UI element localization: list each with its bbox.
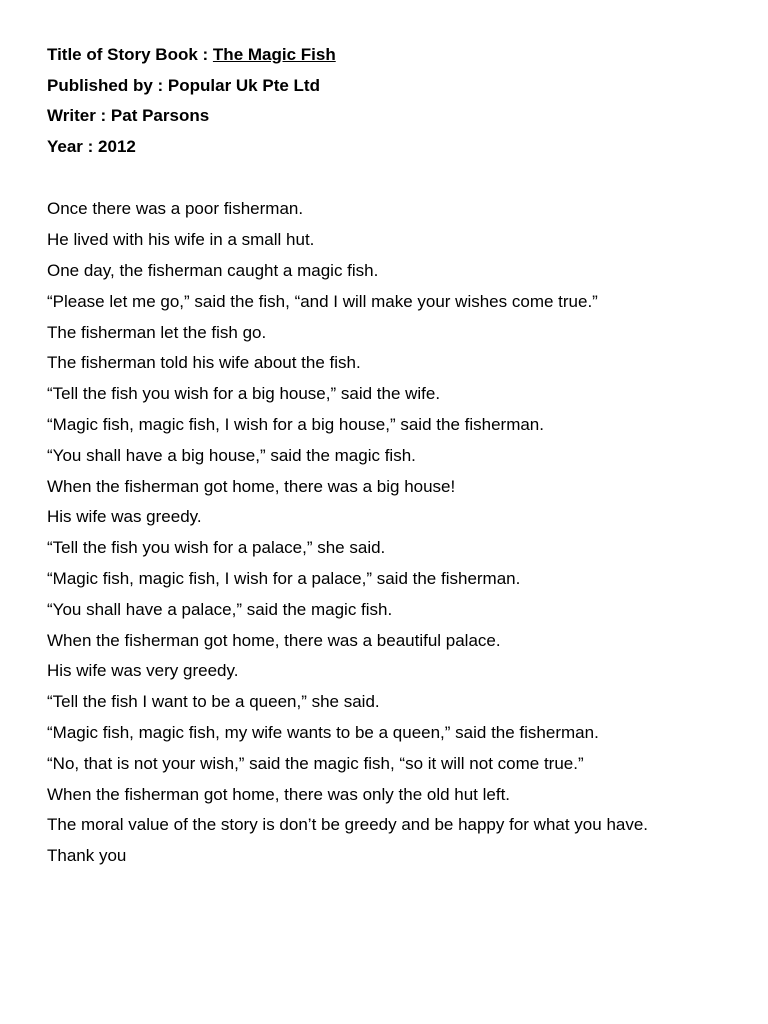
book-title-value: The Magic Fish xyxy=(212,45,336,64)
story-body xyxy=(47,194,747,872)
story-line: His wife was greedy. xyxy=(47,507,202,527)
story-line: The moral value of the story is don’t be greedy and be happy for what you have. xyxy=(47,815,649,835)
story-line: When the fisherman got home, there was only the old hut left. xyxy=(47,784,511,804)
story-line: “Please let me go,” said the fish, “and I will make your wishes come true.” xyxy=(47,291,598,311)
story-line: “Tell the fish you wish for a palace,” she said. xyxy=(47,538,386,558)
story-line: Once there was a poor fisherman. xyxy=(47,199,304,219)
story-line: “Magic fish, magic fish, my wife wants to be a queen,” said the fisherman. xyxy=(47,722,599,742)
year-line: Year : 2012 xyxy=(47,136,136,156)
story-line: He lived with his wife in a small hut. xyxy=(47,230,315,250)
story-line: “Tell the fish I want to be a queen,” she said. xyxy=(47,692,380,712)
story-line: When the fisherman got home, there was a big house! xyxy=(47,476,456,496)
book-title-line xyxy=(47,40,747,71)
section-spacer xyxy=(47,162,747,194)
document-page xyxy=(47,40,747,872)
story-line: “You shall have a big house,” said the magic fish. xyxy=(47,445,416,465)
publisher-line: Published by : Popular Uk Pte Ltd xyxy=(47,75,320,95)
story-line: “Magic fish, magic fish, I wish for a palace,” said the fisherman. xyxy=(47,568,521,588)
story-line: His wife was very greedy. xyxy=(47,661,239,681)
book-title-label: Title of Story Book : xyxy=(47,45,213,64)
thank-you-line: Thank you xyxy=(47,846,127,866)
story-line: When the fisherman got home, there was a beautiful palace. xyxy=(47,630,501,650)
story-line: One day, the fisherman caught a magic fish. xyxy=(47,260,379,280)
story-line: The fisherman told his wife about the fish. xyxy=(47,353,361,373)
story-line: “You shall have a palace,” said the magic fish. xyxy=(47,599,393,619)
story-line: The fisherman let the fish go. xyxy=(47,322,267,342)
story-line: “Tell the fish you wish for a big house,” said the wife. xyxy=(47,384,441,404)
story-line: “Magic fish, magic fish, I wish for a big house,” said the fisherman. xyxy=(47,414,544,434)
writer-line: Writer : Pat Parsons xyxy=(47,106,210,126)
story-line: “No, that is not your wish,” said the magic fish, “so it will not come true.” xyxy=(47,753,584,773)
